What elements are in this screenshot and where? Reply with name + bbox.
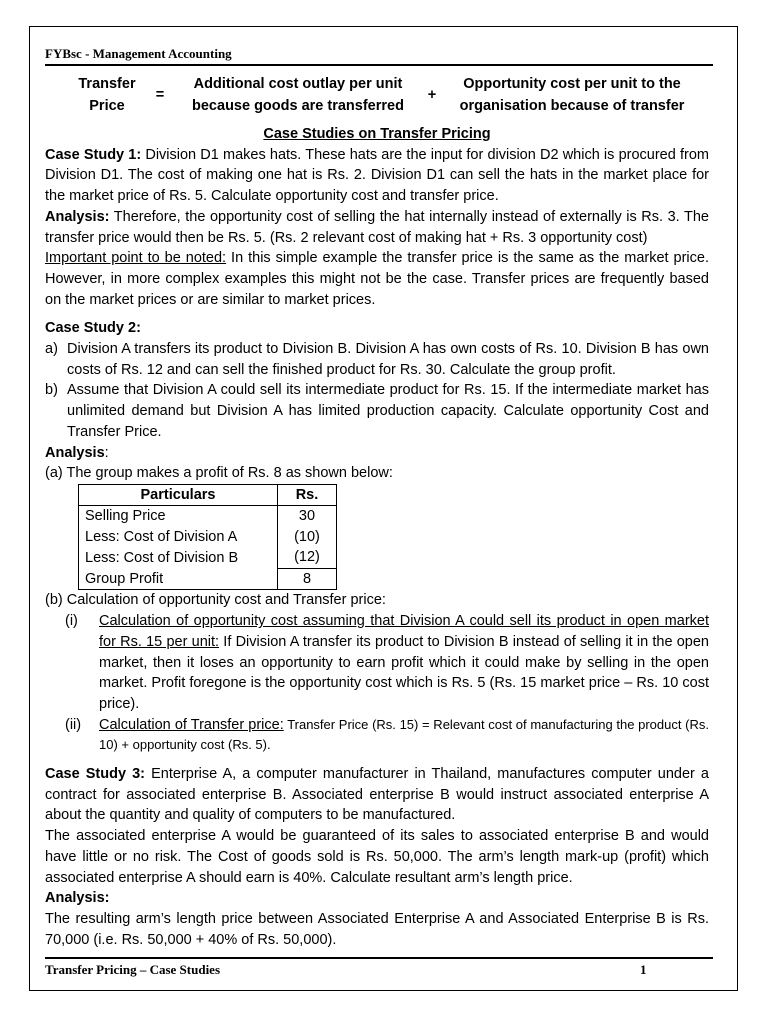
case-study-1 — [45, 145, 709, 207]
sub-list-item — [45, 715, 709, 756]
table-cell: 8 — [278, 568, 337, 590]
formula-term-additional-cost — [178, 73, 418, 117]
header-course: FYBsc - Management Accounting — [45, 46, 232, 61]
case1-note-label: Important point to be noted: — [45, 250, 227, 267]
footer-title: Transfer Pricing – Case Studies — [45, 962, 221, 977]
list-text: Division A transfers its product to Division B. Division A has own costs of Rs. 10. Division B has own costs of Rs. 12 and can sell the finished product for Rs. 30. Calculate the group profit. — [67, 341, 709, 378]
list-item — [45, 380, 709, 442]
case1-text: Division D1 makes hats. These hats are the input for division D2 which is procured from Division D1. The cost of making one hat is Rs. 2. Division D1 can sell the hats in the market place for the market price of Rs. 5. Calculate opportunity cost and transfer price. — [45, 146, 709, 205]
table-cell: Group Profit — [79, 568, 278, 590]
footer-rule — [45, 957, 713, 959]
table-header-row — [79, 484, 337, 506]
list-text: Assume that Division A could sell its intermediate product for Rs. 15. If the intermediate market has unlimited demand but Division A has limited production capacity. Calculate opportunity Cost and Transfer Price. — [67, 382, 709, 440]
case-study-3 — [45, 764, 709, 826]
case2-analysis-label: Analysis — [45, 444, 105, 461]
table-row — [79, 506, 337, 527]
table-header-rs: Rs. — [278, 484, 337, 506]
list-marker: a) — [45, 341, 58, 358]
case3-text: Enterprise A, a computer manufacturer in Thailand, manufactures computer under a contract for associated enterprise B. Associated enterprise B would instruct associated enterprise A about the quantity and quality of computers to be manufactured. — [45, 766, 709, 824]
sub-list-body: If Division A transfer its product to Division B instead of selling it in the open market, then it loses an opportunity to earn profit which it could make by selling in the open market. Profit foregone is the opportunity cost which is Rs. 5 (Rs. 15 market price – Rs. 10 cost price). — [99, 633, 709, 712]
sub-list-text — [99, 611, 709, 715]
case-study-2-label — [45, 318, 709, 339]
formula-lhs-line1: Transfer — [78, 76, 136, 92]
case-study-3-text2: The associated enterprise A would be guaranteed of its sales to associated enterprise B and would have little or no risk. The Cost of goods sold is Rs. 50,000. The arm’s length mark-up (profit) which associated enterprise A should earn is 40%. Calculate resultant arm’s length price. — [45, 828, 709, 886]
table-cell: Selling Price — [79, 506, 278, 527]
list-marker: b) — [45, 382, 58, 399]
case-study-3-analysis: The resulting arm’s length price between Associated Enterprise A and Associated Enterprise B is Rs. 70,000 (i.e. Rs. 50,000 + 40% of Rs. 50,000). — [45, 911, 709, 948]
page-footer — [45, 962, 713, 978]
sub-list-marker: (i) — [65, 613, 78, 630]
formula-term1-line2: because goods are transferred — [192, 98, 404, 114]
document-body — [45, 124, 709, 950]
case-study-2-part-b: (b) Calculation of opportunity cost and Transfer price: — [45, 592, 386, 609]
table-cell: Less: Cost of Division A — [79, 527, 278, 548]
table-row — [79, 527, 337, 548]
sub-list-marker: (ii) — [65, 716, 82, 733]
formula-lhs-line2: Price — [89, 98, 125, 114]
case-study-1-note — [45, 248, 709, 310]
case-study-3-analysis-label — [45, 888, 709, 909]
case2-label: Case Study 2: — [45, 320, 141, 337]
case1-note-text: In this simple example the transfer price is the same as the market price. However, in more complex examples this might not be the case. Transfer prices are frequently based on the market prices or are similar to market prices. — [45, 250, 709, 308]
list-item — [45, 339, 709, 380]
case-study-2-analysis-label — [45, 443, 709, 464]
case3-analysis-label: Analysis: — [45, 890, 110, 907]
sub-list-heading: Calculation of Transfer price: — [99, 716, 284, 733]
formula-term2-line2: organisation because of transfer — [459, 98, 685, 114]
case2-analysis-colon: : — [104, 444, 109, 461]
case1-analysis-text: Therefore, the opportunity cost of selling the hat internally instead of externally is Rs. 3. The transfer price would then be Rs. 5. (Rs. 2 relevant cost of making hat + Rs. 3 opportunity cost) — [45, 208, 709, 246]
sub-list-text — [99, 715, 709, 756]
formula-lhs — [65, 73, 149, 117]
formula-term1-line1: Additional cost outlay per unit — [193, 76, 403, 92]
sub-list-body: Transfer Price (Rs. 15) = Relevant cost of manufacturing the product (Rs. 10) + opportunity cost (Rs. 5). — [99, 716, 709, 753]
table-row — [79, 568, 337, 590]
table-cell: (10) — [278, 527, 337, 548]
case-study-1-analysis — [45, 207, 709, 248]
formula-term2-line1: Opportunity cost per unit to the — [463, 76, 681, 92]
case1-analysis-label: Analysis: — [45, 208, 110, 225]
case1-label: Case Study 1: — [45, 146, 142, 163]
formula-term-opportunity-cost — [447, 73, 697, 117]
page-number: 1 — [640, 962, 647, 977]
table-cell: Less: Cost of Division B — [79, 547, 278, 568]
sub-list-item — [45, 611, 709, 715]
sub-list-heading: Calculation of opportunity cost assuming that Division A could sell its product in open market for Rs. 15 per unit: — [99, 613, 709, 650]
case3-label: Case Study 3: — [45, 766, 146, 783]
formula-equals: = — [155, 87, 165, 103]
table-cell: (12) — [278, 547, 337, 568]
case-study-2-part-a: (a) The group makes a profit of Rs. 8 as shown below: — [45, 465, 393, 482]
group-profit-table — [78, 484, 337, 591]
table-header-particulars: Particulars — [79, 484, 278, 506]
table-row — [79, 547, 337, 568]
formula-plus: + — [427, 87, 437, 103]
table-cell: 30 — [278, 506, 337, 527]
header-rule — [45, 64, 713, 66]
transfer-price-formula — [45, 73, 713, 117]
section-title: Case Studies on Transfer Pricing — [263, 126, 491, 142]
